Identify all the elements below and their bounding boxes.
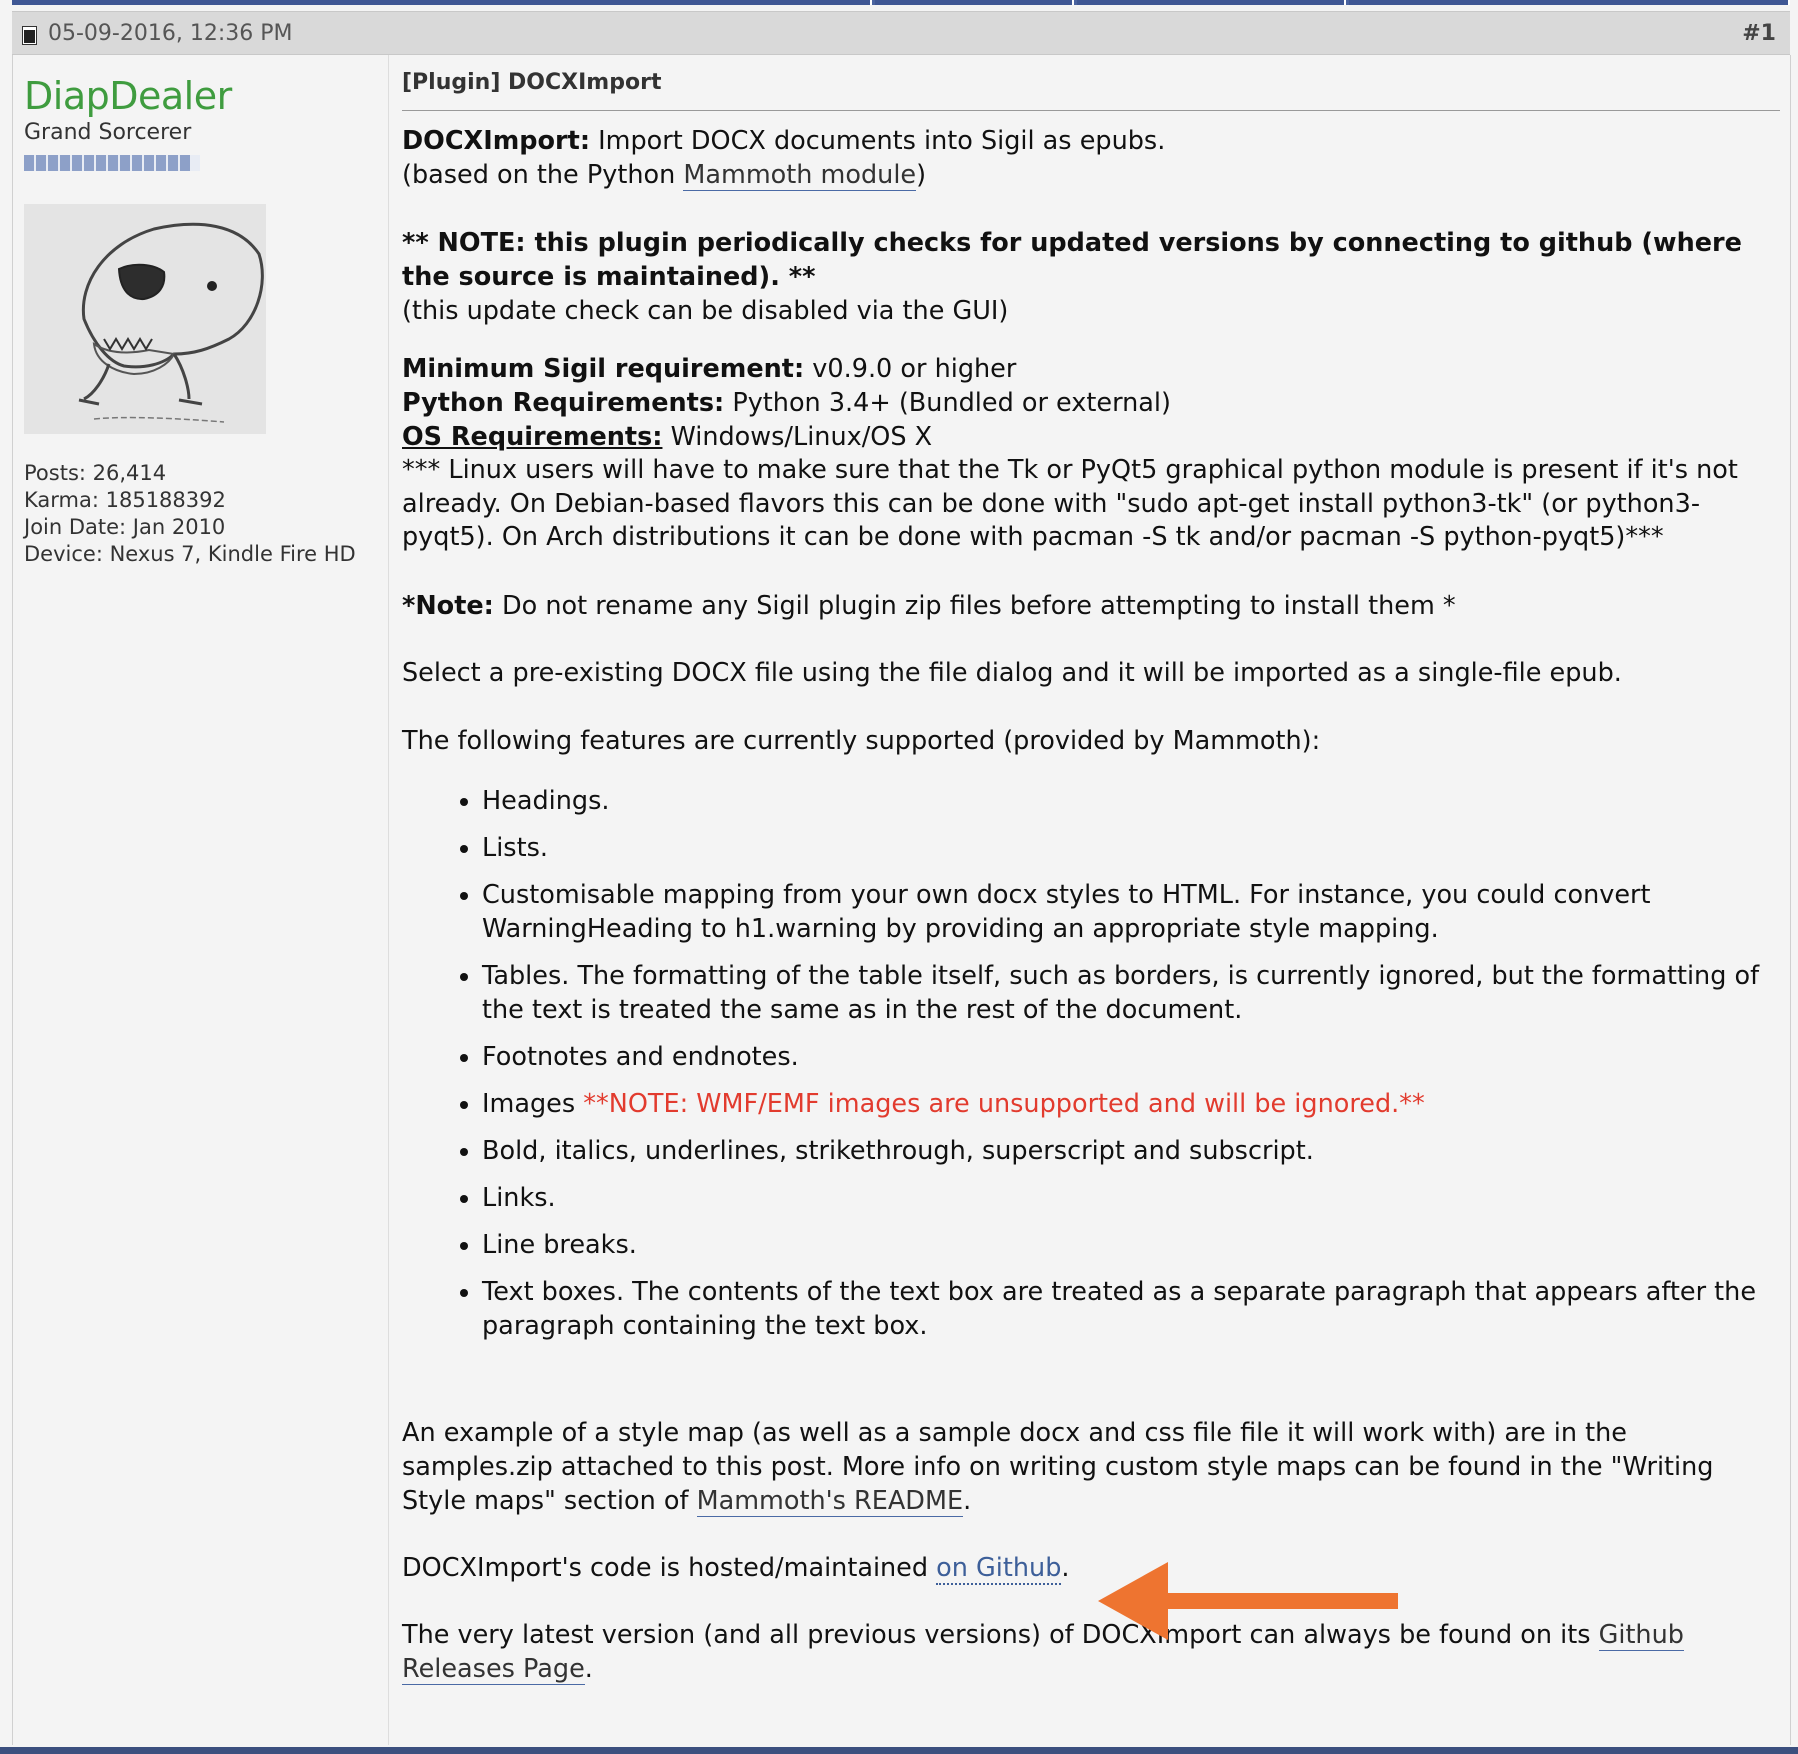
os-label: OS Requirements: [402, 422, 663, 452]
user-karma: Karma: 185188392 [24, 488, 226, 512]
post-permalink-number[interactable]: #1 [1742, 21, 1776, 46]
based-on-paragraph [402, 158, 1782, 192]
post-header [12, 11, 1790, 55]
based-prefix: (based on the Python [402, 160, 684, 190]
github-releases-link[interactable]: Github Releases Page [402, 1619, 1684, 1684]
title-divider [402, 110, 1780, 111]
rename-note [402, 589, 1782, 623]
features-list [402, 784, 1782, 1343]
intro-text: Import DOCX documents into Sigil as epubs. [590, 126, 1166, 156]
based-suffix: ) [916, 160, 927, 190]
github-link[interactable]: on Github [936, 1552, 1062, 1583]
user-posts-count: Posts: 26,414 [24, 461, 167, 485]
list-item: Lists. [482, 831, 1782, 865]
update-note-bold: ** NOTE: this plugin periodically checks for updated versions by connecting to github (where the source is maintained). ** [402, 228, 1742, 292]
github-suffix: . [1061, 1552, 1070, 1583]
top-nav-strip [12, 0, 1790, 5]
post-icon [22, 26, 37, 45]
arrow-left-icon [1098, 1562, 1398, 1640]
python-value: Python 3.4+ (Bundled or external) [724, 388, 1171, 418]
github-prefix: DOCXImport's code is hosted/maintained [402, 1552, 937, 1583]
user-title: Grand Sorcerer [24, 120, 192, 145]
style-map-paragraph [402, 1416, 1782, 1518]
list-item: Bold, italics, underlines, strikethrough, superscript and subscript. [482, 1134, 1782, 1168]
features-intro: The following features are currently supported (provided by Mammoth): [402, 725, 1321, 756]
python-label: Python Requirements: [402, 388, 725, 418]
os-value: Windows/Linux/OS X [662, 422, 933, 452]
list-item: Customisable mapping from your own docx styles to HTML. For instance, you could convert WarningHeading to h1.warning by providing an appropriate style mapping. [482, 878, 1782, 946]
rename-text: Do not rename any Sigil plugin zip files before attempting to install them * [493, 590, 1456, 621]
list-item [482, 1087, 1782, 1121]
post-content [402, 124, 1782, 1686]
user-join-date: Join Date: Jan 2010 [24, 515, 226, 539]
github-paragraph [402, 1551, 1782, 1585]
os-requirement [402, 420, 1782, 454]
list-item: Links. [482, 1181, 1782, 1215]
images-warning: **NOTE: WMF/EMF images are unsupported and will be ignored.** [583, 1088, 1425, 1119]
user-device: Device: Nexus 7, Kindle Fire HD [24, 542, 356, 566]
bottom-strip [0, 1747, 1798, 1754]
rename-label: *Note: [402, 590, 494, 621]
releases-prefix: The very latest version (and all previous versions) of DOCXImport can always be found on its [402, 1619, 1599, 1650]
list-item: Footnotes and endnotes. [482, 1040, 1782, 1074]
style-map-text: An example of a style map (as well as a sample docx and css file file it will work with) are in the samples.zip attached to this post. More info on writing custom style maps can be found in the "Writing Style maps" section of [402, 1417, 1714, 1516]
min-sigil-value: v0.9.0 or higher [804, 354, 1017, 384]
list-item: Text boxes. The contents of the text box are treated as a separate paragraph that appears after the paragraph containing the text box. [482, 1275, 1782, 1343]
reputation-bar [24, 155, 200, 171]
user-avatar[interactable] [24, 204, 266, 434]
list-item: Line breaks. [482, 1228, 1782, 1262]
update-disable-note: (this update check can be disabled via the GUI) [402, 296, 1009, 326]
linux-note: *** Linux users will have to make sure that the Tk or PyQt5 graphical python module is present if it's not already. On Debian-based flavors this can be done with "sudo apt-get install python3-tk" (or python3-pyqt5). On Arch distributions it can be done with pacman -S tk and/or pacman -S python-pyqt5)*** [402, 455, 1738, 552]
update-note [402, 226, 1782, 294]
list-item: Tables. The formatting of the table itself, such as borders, is currently ignored, but the formatting of the text is treated the same as in the rest of the document. [482, 959, 1782, 1027]
post-date: 05-09-2016, 12:36 PM [48, 21, 293, 46]
style-map-suffix: . [963, 1485, 972, 1516]
python-requirement [402, 386, 1782, 420]
min-sigil-requirement [402, 352, 1782, 386]
intro-label: DOCXImport: [402, 126, 591, 156]
min-sigil-label: Minimum Sigil requirement: [402, 354, 805, 384]
list-item: Headings. [482, 784, 1782, 818]
releases-paragraph [402, 1618, 1782, 1686]
user-stats [24, 460, 364, 568]
intro-paragraph [402, 124, 1782, 158]
releases-suffix: . [584, 1653, 593, 1684]
images-label: Images [482, 1088, 584, 1119]
select-instructions: Select a pre-existing DOCX file using the file dialog and it will be imported as a single-file epub. [402, 657, 1622, 688]
mammoth-module-link[interactable]: Mammoth module [683, 160, 917, 190]
mammoth-readme-link[interactable]: Mammoth's README [696, 1485, 964, 1516]
username-link[interactable]: DiapDealer [24, 74, 232, 118]
post-title: [Plugin] DOCXImport [402, 70, 662, 95]
